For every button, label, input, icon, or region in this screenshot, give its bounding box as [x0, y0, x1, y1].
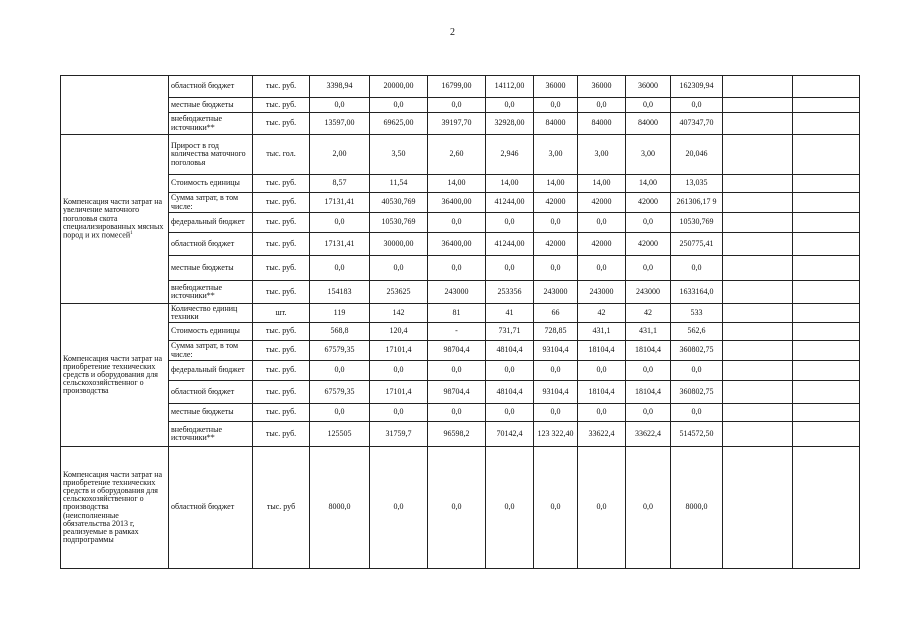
value-cell: 0,0	[486, 256, 534, 281]
value-cell: 728,85	[534, 323, 578, 341]
value-cell: 0,0	[671, 361, 723, 381]
table-row	[61, 76, 860, 98]
unit-cell: тыс. руб.	[253, 113, 310, 135]
unit-cell: тыс. руб.	[253, 381, 310, 404]
funding-source: Стоимость единицы	[169, 175, 253, 193]
table-row	[61, 98, 860, 113]
empty-cell	[793, 256, 860, 281]
value-cell: 31759,7	[370, 422, 428, 447]
value-cell: 0,0	[370, 404, 428, 422]
value-cell: 42000	[626, 233, 671, 256]
unit-cell: тыс. руб.	[253, 341, 310, 361]
measure-label: Компенсация части затрат на приобретение технических средств и оборудования для сельскохозяйственног о производства	[61, 304, 169, 447]
value-cell: 18104,4	[578, 341, 626, 361]
empty-cell	[793, 323, 860, 341]
value-cell: 14,00	[626, 175, 671, 193]
value-cell: 0,0	[578, 447, 626, 569]
value-cell: 0,0	[428, 98, 486, 113]
value-cell: 0,0	[534, 256, 578, 281]
empty-cell	[793, 175, 860, 193]
value-cell: 250775,41	[671, 233, 723, 256]
funding-source: областной бюджет	[169, 233, 253, 256]
value-cell: 562,6	[671, 323, 723, 341]
funding-source: местные бюджеты	[169, 98, 253, 113]
funding-source: областной бюджет	[169, 76, 253, 98]
unit-cell: тыс. гол.	[253, 135, 310, 175]
value-cell: 10530,769	[671, 213, 723, 233]
value-cell: 119	[310, 304, 370, 323]
value-cell: 731,71	[486, 323, 534, 341]
budget-table	[60, 75, 860, 569]
value-cell: 20,046	[671, 135, 723, 175]
value-cell: 84000	[578, 113, 626, 135]
value-cell: 8000,0	[671, 447, 723, 569]
value-cell: 533	[671, 304, 723, 323]
value-cell: 42000	[578, 193, 626, 213]
value-cell: 0,0	[486, 447, 534, 569]
value-cell: 0,0	[310, 404, 370, 422]
value-cell: 18104,4	[626, 341, 671, 361]
value-cell: 0,0	[671, 98, 723, 113]
value-cell: 42000	[578, 233, 626, 256]
table-row	[61, 213, 860, 233]
unit-cell: тыс. руб.	[253, 175, 310, 193]
value-cell: 0,0	[534, 361, 578, 381]
unit-cell: тыс. руб	[253, 447, 310, 569]
value-cell: 0,0	[370, 447, 428, 569]
funding-source: местные бюджеты	[169, 256, 253, 281]
value-cell: 20000,00	[370, 76, 428, 98]
value-cell: 84000	[626, 113, 671, 135]
table-row	[61, 447, 860, 569]
value-cell: 67579,35	[310, 381, 370, 404]
value-cell: 0,0	[626, 361, 671, 381]
empty-cell	[723, 341, 793, 361]
table-row	[61, 361, 860, 381]
value-cell: 16799,00	[428, 76, 486, 98]
value-cell: 0,0	[626, 213, 671, 233]
empty-cell	[793, 193, 860, 213]
empty-cell	[793, 76, 860, 98]
value-cell: 0,0	[486, 361, 534, 381]
funding-source: Прирост в год количества маточного поголовья	[169, 135, 253, 175]
value-cell: 18104,4	[578, 381, 626, 404]
value-cell: 48104,4	[486, 341, 534, 361]
funding-source: федеральный бюджет	[169, 213, 253, 233]
empty-cell	[723, 404, 793, 422]
empty-cell	[723, 447, 793, 569]
value-cell: 0,0	[578, 213, 626, 233]
value-cell: 360802,75	[671, 341, 723, 361]
empty-cell	[723, 76, 793, 98]
value-cell: 36400,00	[428, 193, 486, 213]
value-cell: 142	[370, 304, 428, 323]
value-cell: 0,0	[428, 447, 486, 569]
value-cell: 18104,4	[626, 381, 671, 404]
value-cell: 98704,4	[428, 341, 486, 361]
empty-cell	[793, 113, 860, 135]
empty-cell	[793, 135, 860, 175]
funding-source: Сумма затрат, в том числе:	[169, 341, 253, 361]
value-cell: 17131,41	[310, 233, 370, 256]
unit-cell: тыс. руб.	[253, 361, 310, 381]
empty-cell	[723, 113, 793, 135]
value-cell: 0,0	[534, 98, 578, 113]
value-cell: 3,50	[370, 135, 428, 175]
value-cell: 0,0	[486, 98, 534, 113]
value-cell: 33622,4	[626, 422, 671, 447]
empty-cell	[793, 361, 860, 381]
value-cell: 0,0	[671, 256, 723, 281]
empty-cell	[723, 256, 793, 281]
unit-cell: тыс. руб.	[253, 256, 310, 281]
value-cell: 98704,4	[428, 381, 486, 404]
funding-source: внебюджетные источники**	[169, 281, 253, 304]
empty-cell	[723, 175, 793, 193]
value-cell: 17101,4	[370, 381, 428, 404]
value-cell: 17131,41	[310, 193, 370, 213]
empty-cell	[793, 381, 860, 404]
value-cell: 42	[578, 304, 626, 323]
value-cell: 253356	[486, 281, 534, 304]
empty-cell	[723, 323, 793, 341]
value-cell: 69625,00	[370, 113, 428, 135]
value-cell: 10530,769	[370, 213, 428, 233]
value-cell: 243000	[428, 281, 486, 304]
value-cell: 123 322,40	[534, 422, 578, 447]
value-cell: 36000	[534, 76, 578, 98]
value-cell: 3398,94	[310, 76, 370, 98]
value-cell: 0,0	[370, 361, 428, 381]
table-row	[61, 113, 860, 135]
value-cell: 0,0	[534, 213, 578, 233]
funding-source: внебюджетные источники**	[169, 113, 253, 135]
value-cell: 42000	[534, 193, 578, 213]
value-cell: 93104,4	[534, 341, 578, 361]
value-cell: 0,0	[428, 213, 486, 233]
value-cell: 42000	[534, 233, 578, 256]
value-cell: 67579,35	[310, 341, 370, 361]
page-number: 2	[450, 27, 455, 38]
value-cell: 0,0	[370, 98, 428, 113]
value-cell: 0,0	[578, 98, 626, 113]
value-cell: 162309,94	[671, 76, 723, 98]
table-row	[61, 281, 860, 304]
value-cell: 0,0	[626, 447, 671, 569]
unit-cell: тыс. руб.	[253, 404, 310, 422]
value-cell: 1633164,0	[671, 281, 723, 304]
value-cell: 13597,00	[310, 113, 370, 135]
value-cell: 568,8	[310, 323, 370, 341]
value-cell: 13,035	[671, 175, 723, 193]
value-cell: 431,1	[578, 323, 626, 341]
unit-cell: тыс. руб.	[253, 193, 310, 213]
value-cell: 125505	[310, 422, 370, 447]
table-row	[61, 256, 860, 281]
value-cell: 0,0	[428, 404, 486, 422]
value-cell: 41244,00	[486, 193, 534, 213]
value-cell: 8,57	[310, 175, 370, 193]
empty-cell	[793, 404, 860, 422]
empty-cell	[723, 422, 793, 447]
value-cell: 17101,4	[370, 341, 428, 361]
value-cell: 261306,17 9	[671, 193, 723, 213]
value-cell: 0,0	[578, 256, 626, 281]
table-row	[61, 323, 860, 341]
value-cell: 93104,4	[534, 381, 578, 404]
value-cell: 14,00	[428, 175, 486, 193]
table-row	[61, 381, 860, 404]
empty-cell	[723, 233, 793, 256]
funding-source: областной бюджет	[169, 447, 253, 569]
empty-cell	[723, 193, 793, 213]
value-cell: 39197,70	[428, 113, 486, 135]
value-cell: 0,0	[578, 404, 626, 422]
table-row	[61, 193, 860, 213]
value-cell: 14,00	[486, 175, 534, 193]
value-cell: 41	[486, 304, 534, 323]
table-row	[61, 304, 860, 323]
value-cell: 14,00	[578, 175, 626, 193]
value-cell: 42000	[626, 193, 671, 213]
value-cell: 0,0	[578, 361, 626, 381]
empty-cell	[723, 213, 793, 233]
measure-label	[61, 76, 169, 135]
value-cell: 253625	[370, 281, 428, 304]
value-cell: 2,946	[486, 135, 534, 175]
value-cell: 3,00	[626, 135, 671, 175]
unit-cell: тыс. руб.	[253, 233, 310, 256]
empty-cell	[793, 281, 860, 304]
value-cell: 0,0	[370, 256, 428, 281]
value-cell: 120,4	[370, 323, 428, 341]
table-row	[61, 422, 860, 447]
value-cell: 36000	[626, 76, 671, 98]
value-cell: 36000	[578, 76, 626, 98]
footnote-mark: 1	[130, 230, 133, 236]
value-cell: 243000	[578, 281, 626, 304]
empty-cell	[723, 304, 793, 323]
empty-cell	[793, 422, 860, 447]
table-row	[61, 233, 860, 256]
value-cell: 84000	[534, 113, 578, 135]
value-cell: 514572,50	[671, 422, 723, 447]
value-cell: 2,00	[310, 135, 370, 175]
value-cell: 96598,2	[428, 422, 486, 447]
empty-cell	[793, 213, 860, 233]
unit-cell: тыс. руб.	[253, 213, 310, 233]
empty-cell	[793, 233, 860, 256]
empty-cell	[723, 281, 793, 304]
value-cell: 0,0	[626, 404, 671, 422]
value-cell: 0,0	[626, 256, 671, 281]
value-cell: 0,0	[310, 361, 370, 381]
value-cell: 81	[428, 304, 486, 323]
value-cell: 66	[534, 304, 578, 323]
value-cell: 33622,4	[578, 422, 626, 447]
value-cell: 48104,4	[486, 381, 534, 404]
table-row	[61, 341, 860, 361]
empty-cell	[793, 447, 860, 569]
funding-source: Количество единиц техники	[169, 304, 253, 323]
value-cell: 3,00	[534, 135, 578, 175]
value-cell: 0,0	[534, 404, 578, 422]
value-cell: 0,0	[534, 447, 578, 569]
value-cell: 0,0	[428, 361, 486, 381]
unit-cell: тыс. руб.	[253, 281, 310, 304]
empty-cell	[793, 98, 860, 113]
empty-cell	[723, 135, 793, 175]
funding-source: Стоимость единицы	[169, 323, 253, 341]
funding-source: федеральный бюджет	[169, 361, 253, 381]
value-cell: 14112,00	[486, 76, 534, 98]
value-cell: 8000,0	[310, 447, 370, 569]
value-cell: 0,0	[626, 98, 671, 113]
table-row	[61, 175, 860, 193]
value-cell: 0,0	[486, 213, 534, 233]
table-row	[61, 404, 860, 422]
value-cell: 70142,4	[486, 422, 534, 447]
funding-source: внебюджетные источники**	[169, 422, 253, 447]
value-cell: 0,0	[310, 256, 370, 281]
value-cell: 243000	[534, 281, 578, 304]
value-cell: 0,0	[310, 213, 370, 233]
value-cell: 243000	[626, 281, 671, 304]
empty-cell	[723, 98, 793, 113]
value-cell: 360802,75	[671, 381, 723, 404]
value-cell: 2,60	[428, 135, 486, 175]
unit-cell: тыс. руб.	[253, 76, 310, 98]
funding-source: местные бюджеты	[169, 404, 253, 422]
value-cell: 11,54	[370, 175, 428, 193]
value-cell: 42	[626, 304, 671, 323]
value-cell: 30000,00	[370, 233, 428, 256]
empty-cell	[723, 381, 793, 404]
table-row	[61, 135, 860, 175]
value-cell: 32928,00	[486, 113, 534, 135]
empty-cell	[793, 341, 860, 361]
measure-label: Компенсация части затрат на увеличение маточного поголовья скота специализированных мясных пород и их помесей$^1$	[61, 135, 169, 304]
value-cell: 14,00	[534, 175, 578, 193]
empty-cell	[723, 361, 793, 381]
value-cell: 0,0	[428, 256, 486, 281]
value-cell: 0,0	[310, 98, 370, 113]
value-cell: 0,0	[486, 404, 534, 422]
measure-label: Компенсация части затрат на приобретение технических средств и оборудования для сельскохозяйственног о производства (неисполненные обязательства 2013 г, реализуемые в рамках подпрограммы	[61, 447, 169, 569]
unit-cell: тыс. руб.	[253, 422, 310, 447]
value-cell: 40530,769	[370, 193, 428, 213]
value-cell: 36400,00	[428, 233, 486, 256]
value-cell: 0,0	[671, 404, 723, 422]
value-cell: 407347,70	[671, 113, 723, 135]
unit-cell: тыс. руб.	[253, 323, 310, 341]
value-cell: 154183	[310, 281, 370, 304]
value-cell: -	[428, 323, 486, 341]
funding-source: областной бюджет	[169, 381, 253, 404]
value-cell: 3,00	[578, 135, 626, 175]
value-cell: 431,1	[626, 323, 671, 341]
value-cell: 41244,00	[486, 233, 534, 256]
empty-cell	[793, 304, 860, 323]
unit-cell: тыс. руб.	[253, 98, 310, 113]
funding-source: Сумма затрат, в том числе:	[169, 193, 253, 213]
unit-cell: шт.	[253, 304, 310, 323]
